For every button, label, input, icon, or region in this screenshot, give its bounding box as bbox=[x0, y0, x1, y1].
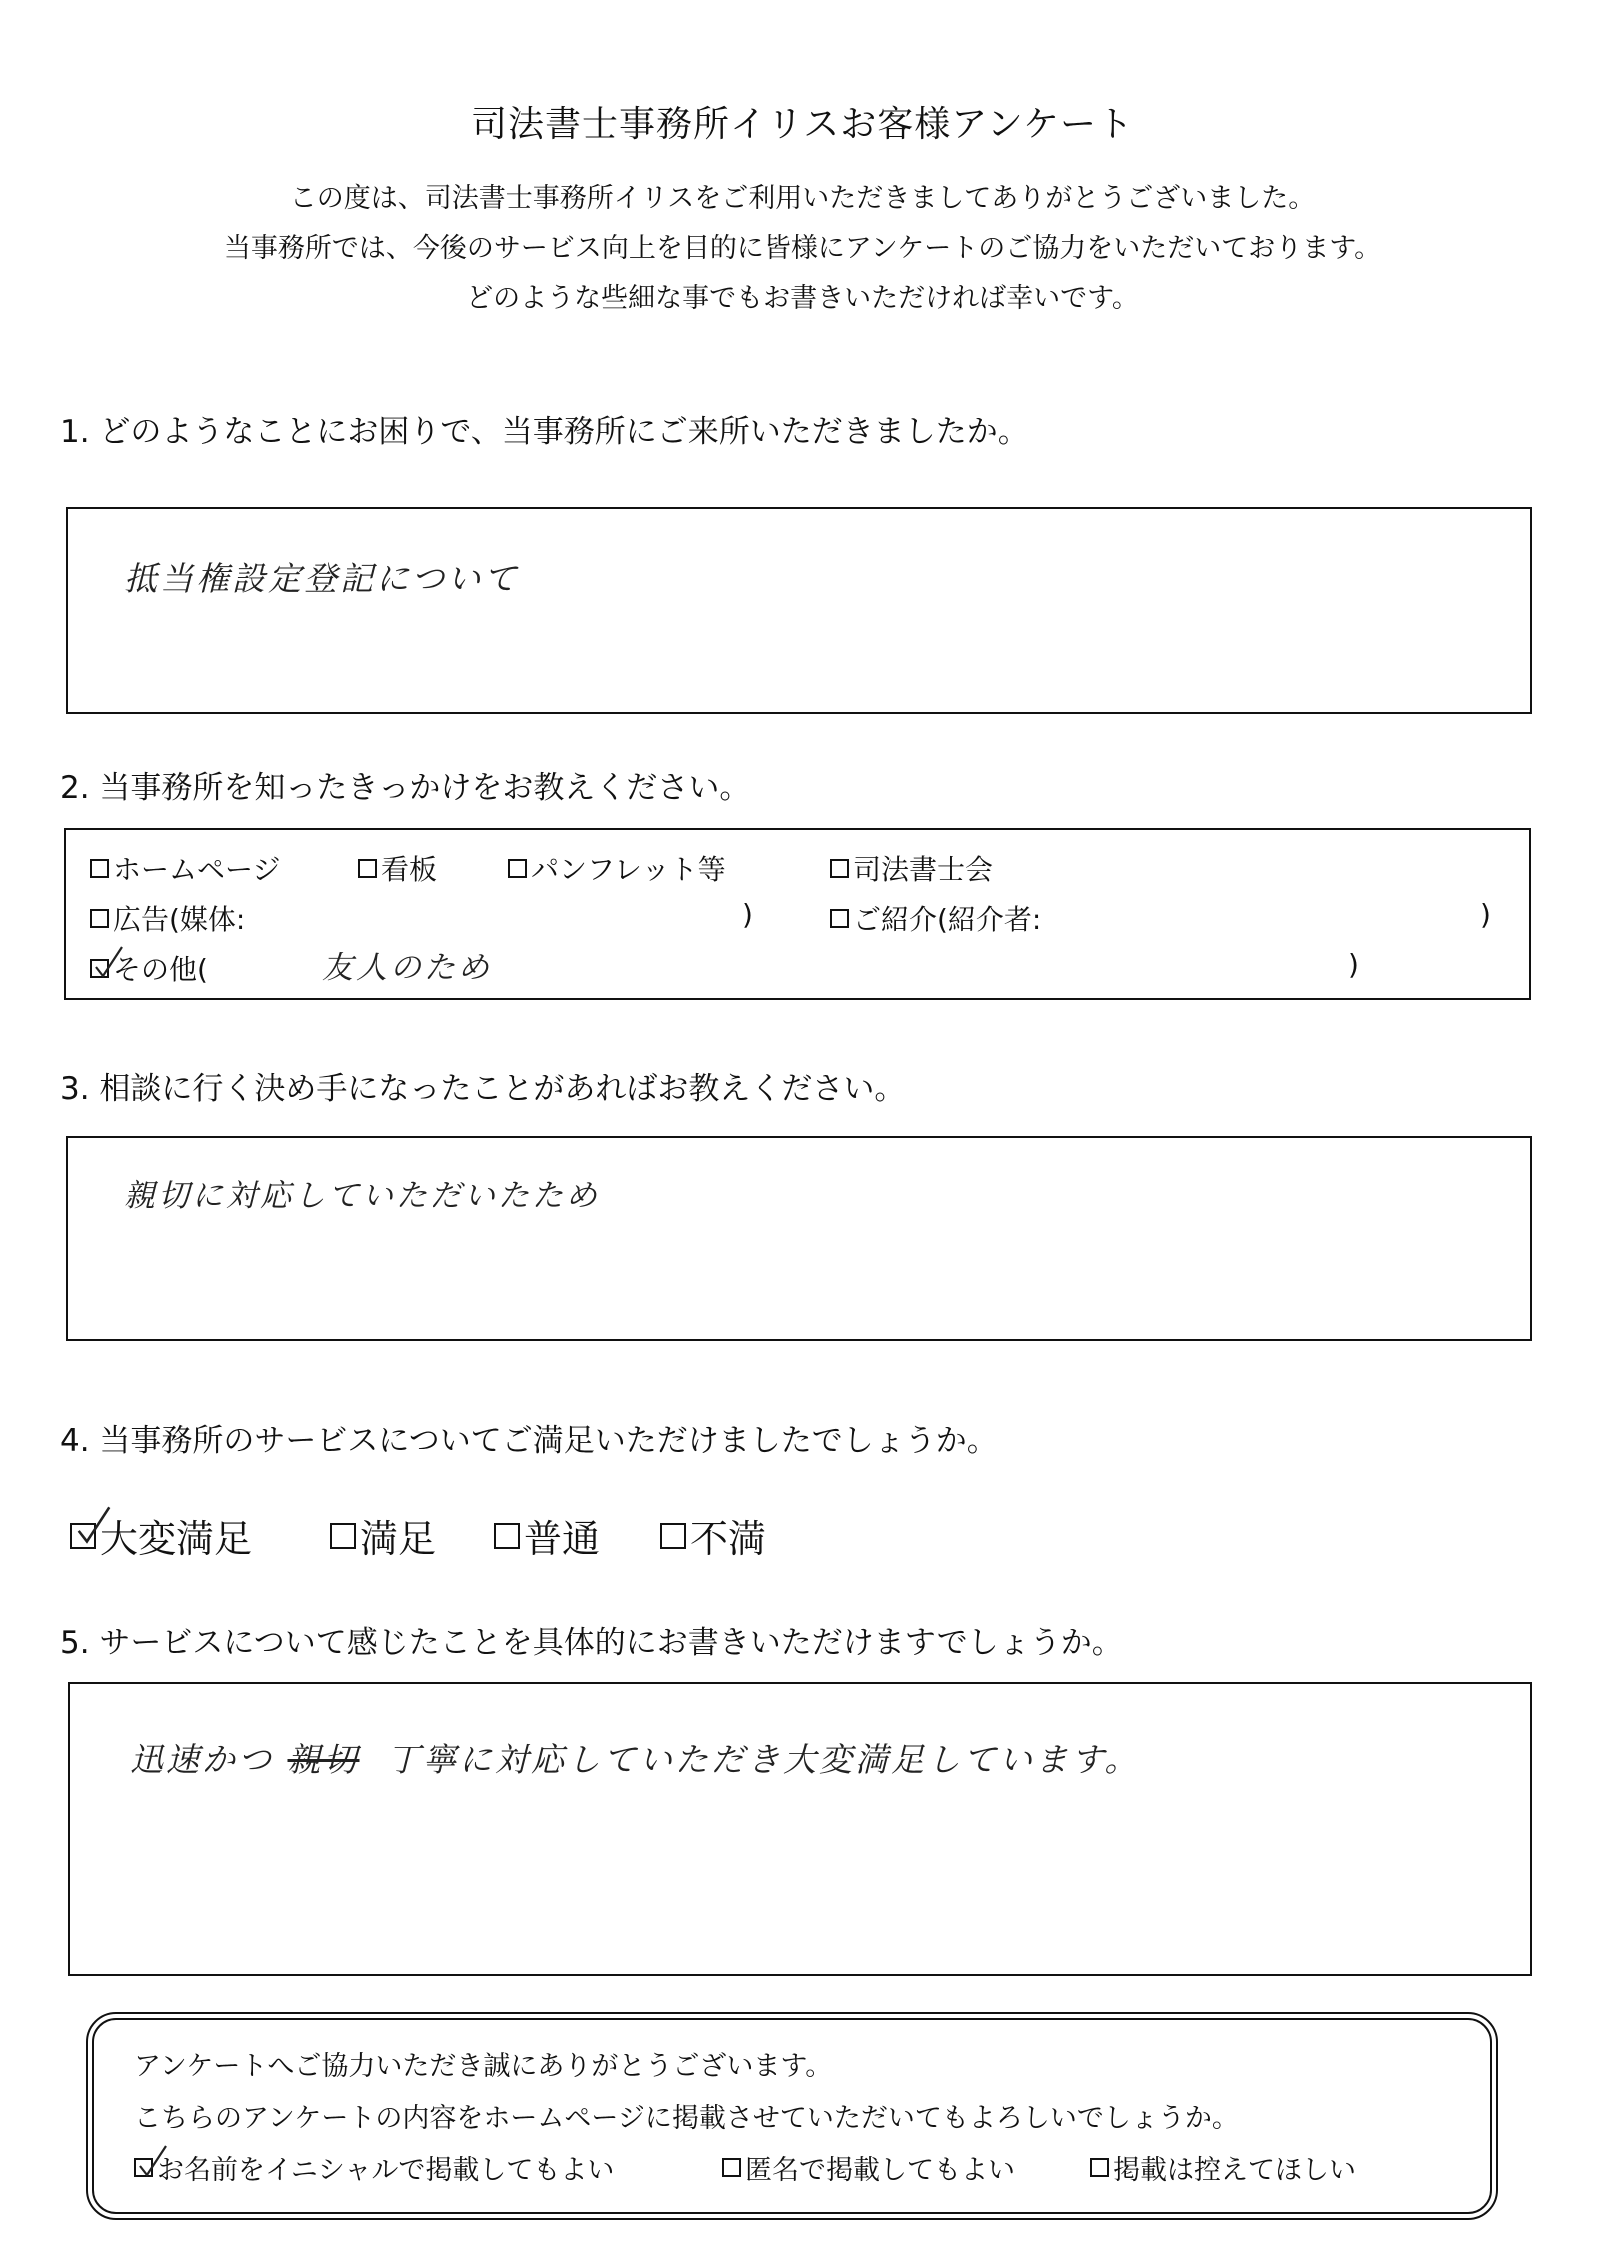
satisfaction-option-very-satisfied[interactable] bbox=[70, 1508, 252, 1563]
signboard-checkbox[interactable] bbox=[358, 859, 377, 878]
satisfied-label: 満足 bbox=[360, 1517, 437, 1561]
anonymous-checkbox[interactable] bbox=[722, 2158, 741, 2177]
association-label: 司法書士会 bbox=[853, 853, 994, 886]
answer-struck-out: 親切 bbox=[287, 1740, 360, 1779]
signboard-label: 看板 bbox=[381, 853, 438, 886]
checkmark-icon bbox=[138, 2144, 168, 2178]
homepage-checkbox[interactable] bbox=[90, 859, 109, 878]
question-5-label: 5. サービスについて感じたことを具体的にお書きいただけますでしょうか。 bbox=[60, 1625, 1123, 1661]
question-1-answer-box[interactable] bbox=[66, 507, 1532, 714]
ad-checkbox[interactable] bbox=[90, 909, 109, 928]
consent-option-decline[interactable] bbox=[1090, 2148, 1356, 2187]
referral-close-paren: ) bbox=[1480, 898, 1491, 931]
intro-line-3: どのような些細な事でもお書きいただければ幸いです。 bbox=[466, 283, 1139, 314]
neutral-label: 普通 bbox=[524, 1517, 601, 1561]
question-3-answer: 親切に対応していただいたため bbox=[124, 1178, 600, 1214]
neutral-checkbox[interactable] bbox=[494, 1523, 520, 1549]
anonymous-label: 匿名で掲載してもよい bbox=[745, 2155, 1015, 2186]
ad-close-paren: ) bbox=[742, 898, 753, 931]
option-homepage[interactable] bbox=[90, 848, 280, 888]
question-2-label: 2. 当事務所を知ったきっかけをお教えください。 bbox=[60, 770, 751, 806]
intro-line-2: 当事務所では、今後のサービス向上を目的に皆様にアンケートのご協力をいただいております。 bbox=[223, 233, 1382, 264]
decline-label: 掲載は控えてほしい bbox=[1113, 2155, 1356, 2186]
option-association[interactable] bbox=[830, 848, 993, 888]
initials-checkbox[interactable] bbox=[134, 2158, 153, 2177]
other-checkbox[interactable] bbox=[90, 959, 109, 978]
association-checkbox[interactable] bbox=[830, 859, 849, 878]
question-2-options-box bbox=[64, 828, 1531, 1000]
question-4-label: 4. 当事務所のサービスについてご満足いただけましたでしょうか。 bbox=[60, 1423, 998, 1459]
other-close-paren: ) bbox=[1348, 948, 1359, 981]
other-label: その他( bbox=[113, 953, 208, 986]
pamphlet-checkbox[interactable] bbox=[508, 859, 527, 878]
notice-line-2: こちらのアンケートの内容をホームページに掲載させていただいてもよろしいでしょうか。 bbox=[134, 2103, 1239, 2134]
satisfied-checkbox[interactable] bbox=[330, 1523, 356, 1549]
ad-label: 広告(媒体: bbox=[113, 903, 246, 936]
option-ad[interactable] bbox=[90, 898, 245, 938]
question-1-answer: 抵当権設定登記について bbox=[124, 559, 520, 598]
other-answer: 友人のため bbox=[322, 950, 492, 986]
satisfaction-option-dissatisfied[interactable] bbox=[660, 1508, 766, 1563]
question-1-label: 1. どのようなことにお困りで、当事務所にご来所いただきましたか。 bbox=[60, 414, 1029, 450]
question-3-answer-box[interactable] bbox=[66, 1136, 1532, 1341]
satisfaction-option-satisfied[interactable] bbox=[330, 1508, 436, 1563]
intro-line-1: この度は、司法書士事務所イリスをご利用いただきましてありがとうございました。 bbox=[289, 183, 1316, 214]
question-5-answer bbox=[130, 1734, 1140, 1781]
initials-label: お名前をイニシャルで掲載してもよい bbox=[157, 2155, 615, 2186]
option-referral[interactable] bbox=[830, 898, 1041, 938]
referral-label: ご紹介(紹介者: bbox=[853, 903, 1042, 936]
referral-checkbox[interactable] bbox=[830, 909, 849, 928]
very-satisfied-checkbox[interactable] bbox=[70, 1523, 96, 1549]
consent-option-initials[interactable] bbox=[134, 2148, 614, 2187]
checkmark-icon bbox=[76, 1505, 112, 1545]
answer-part-before: 迅速かつ bbox=[130, 1740, 274, 1779]
question-5-answer-box[interactable] bbox=[68, 1682, 1532, 1976]
dissatisfied-checkbox[interactable] bbox=[660, 1523, 686, 1549]
pamphlet-label: パンフレット等 bbox=[531, 853, 726, 886]
decline-checkbox[interactable] bbox=[1090, 2158, 1109, 2177]
homepage-label: ホームページ bbox=[113, 853, 281, 886]
survey-title: 司法書士事務所イリスお客様アンケート bbox=[470, 104, 1135, 145]
very-satisfied-label: 大変満足 bbox=[100, 1517, 253, 1561]
answer-part-after: 丁寧に対応していただき大変満足しています。 bbox=[387, 1740, 1141, 1779]
dissatisfied-label: 不満 bbox=[690, 1517, 767, 1561]
option-signboard[interactable] bbox=[358, 848, 437, 888]
option-pamphlet[interactable] bbox=[508, 848, 726, 888]
checkmark-icon bbox=[94, 945, 124, 979]
satisfaction-option-neutral[interactable] bbox=[494, 1508, 600, 1563]
consent-option-anonymous[interactable] bbox=[722, 2148, 1015, 2187]
notice-line-1: アンケートへご協力いただき誠にありがとうございます。 bbox=[134, 2051, 833, 2082]
question-3-label: 3. 相談に行く決め手になったことがあればお教えください。 bbox=[60, 1071, 906, 1107]
option-other[interactable] bbox=[90, 948, 208, 988]
publication-consent-box bbox=[92, 2018, 1492, 2214]
